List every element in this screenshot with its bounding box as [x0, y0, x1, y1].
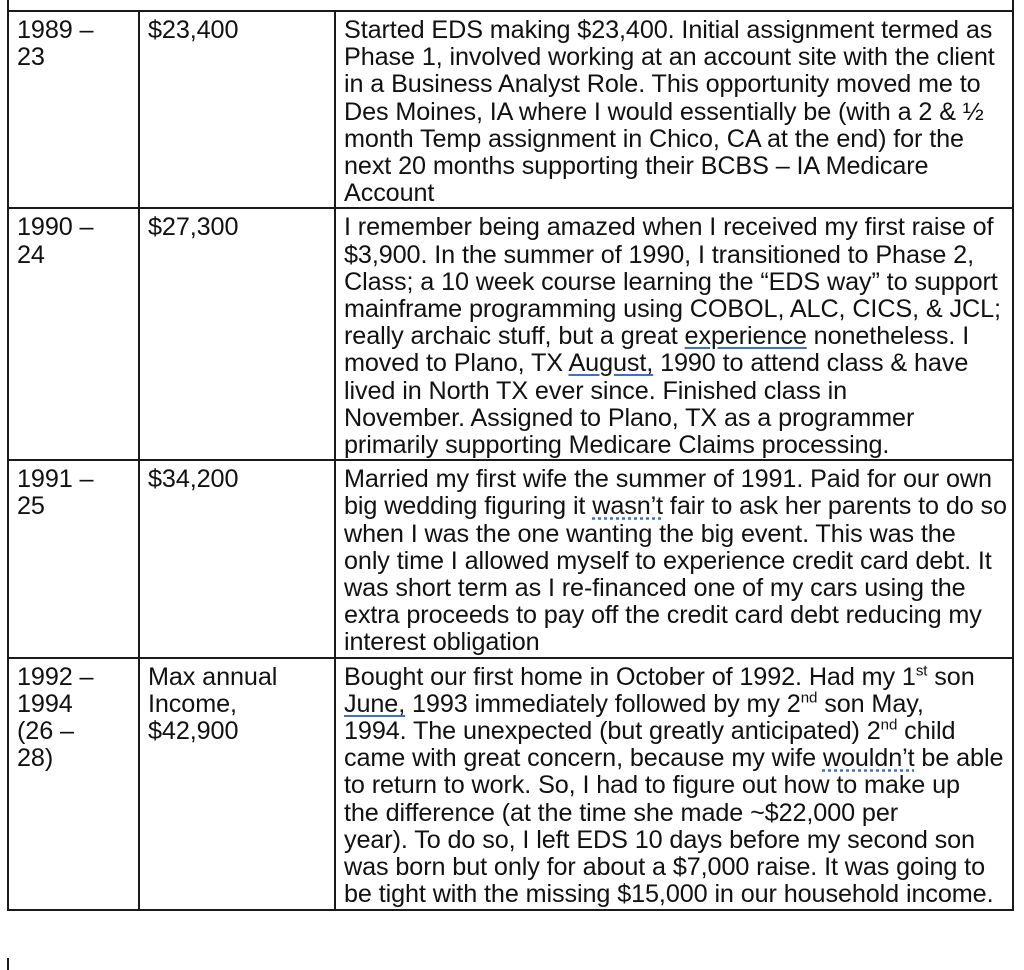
description-line: big wedding figuring it wasn’t fair to ask her parents to do so: [344, 492, 1007, 521]
description-line: to return to work. So, I had to figure out how to make up: [344, 771, 960, 800]
ordinal-superscript: nd: [800, 689, 818, 707]
year-line: 24: [17, 240, 45, 269]
description-line: primarily supporting Medicare Claims processing.: [344, 431, 890, 460]
income-cell: [139, 11, 335, 208]
grammar-dotted-underline: wouldn’t: [822, 744, 915, 773]
table-bottom-border-left: [7, 958, 9, 970]
description-line: Bought our first home in October of 1992. Had my 1st son: [344, 662, 975, 691]
year-cell: [8, 460, 139, 657]
year-line: 1990 –: [17, 213, 94, 242]
spelling-underline: experience: [684, 322, 807, 351]
grammar-dotted-underline: wasn’t: [592, 492, 664, 521]
description-line: extra proceeds to pay off the credit card debt reducing my: [344, 601, 982, 630]
description-line: Started EDS making $23,400. Initial assignment termed as: [344, 16, 993, 44]
ordinal-superscript: nd: [880, 716, 898, 734]
year-line: (26 –: [17, 717, 74, 746]
table-row: [8, 11, 1013, 208]
spelling-underline: June,: [344, 689, 406, 718]
description-line: Phase 1, involved working at an account site with the client: [344, 43, 995, 72]
description-line: Des Moines, IA where I would essentially be (with a 2 & ½: [344, 97, 984, 126]
description-cell: [335, 658, 1013, 910]
year-line: 25: [17, 492, 45, 521]
description-line: only time I allowed myself to experience credit card debt. It: [344, 546, 992, 575]
description-line: was born but only for about a $7,000 raise. It was going to: [344, 853, 985, 882]
description-line: really archaic stuff, but a great experience nonetheless. I: [344, 322, 970, 351]
description-line: in a Business Analyst Role. This opportunity moved me to: [344, 70, 981, 99]
income-line: $34,200: [148, 465, 239, 494]
income-cell: [139, 208, 335, 460]
description-cell: [335, 460, 1013, 657]
year-line: 28): [17, 744, 54, 773]
income-line: $42,900: [148, 717, 239, 746]
income-cell: [139, 460, 335, 657]
income-cell: [139, 658, 335, 910]
table-row: [8, 208, 1013, 460]
description-line: moved to Plano, TX August, 1990 to attend class & have: [344, 349, 969, 378]
description-line: next 20 months supporting their BCBS – IA Medicare: [344, 152, 929, 181]
year-line: 23: [17, 43, 45, 72]
year-cell: [8, 658, 139, 910]
description-line: I remember being amazed when I received my first raise of: [344, 213, 994, 242]
description-line: the difference (at the time she made ~$22,000 per: [344, 798, 899, 827]
description-line: year). To do so, I left EDS 10 days before my second son: [344, 825, 975, 854]
year-cell: [8, 208, 139, 460]
income-line: Income,: [148, 689, 237, 718]
ordinal-superscript: st: [915, 662, 928, 680]
description-cell: [335, 208, 1013, 460]
description-line: June, 1993 immediately followed by my 2nd son May,: [344, 689, 924, 718]
description-line: be tight with the missing $15,000 in our household income.: [344, 880, 994, 909]
year-cell: [8, 11, 139, 208]
description-line: Account: [344, 179, 435, 208]
description-line: November. Assigned to Plano, TX as a programmer: [344, 403, 915, 432]
table-row: [8, 658, 1013, 910]
description-line: Married my first wife the summer of 1991. Paid for our own: [344, 465, 992, 494]
description-line: 1994. The unexpected (but greatly anticipated) 2nd child: [344, 716, 956, 746]
description-line: lived in North TX ever since. Finished class in: [344, 376, 847, 405]
description-line: mainframe programming using COBOL, ALC, CICS, & JCL;: [344, 295, 1001, 324]
income-line: $27,300: [148, 213, 239, 242]
table-row: [8, 460, 1013, 657]
income-line: Max annual: [148, 662, 278, 691]
description-line: was short term as I re-financed one of my cars using the: [344, 574, 966, 603]
year-line: 1991 –: [17, 465, 94, 494]
year-line: 1989 –: [17, 16, 94, 44]
description-line: came with great concern, because my wife wouldn’t be able: [344, 744, 1004, 773]
spelling-underline: August,: [568, 349, 654, 378]
description-cell: [335, 11, 1013, 208]
income-timeline-table: [7, 10, 1014, 911]
income-line: $23,400: [148, 16, 239, 44]
description-line: when I was the one wanting the big event. This was the: [344, 519, 956, 548]
year-line: 1992 –: [17, 662, 94, 691]
description-line: interest obligation: [344, 628, 540, 657]
description-line: Class; a 10 week course learning the “EDS way” to support: [344, 267, 998, 296]
year-line: 1994: [17, 689, 73, 718]
description-line: month Temp assignment in Chico, CA at the end) for the: [344, 124, 964, 153]
description-line: $3,900. In the summer of 1990, I transitioned to Phase 2,: [344, 240, 974, 269]
